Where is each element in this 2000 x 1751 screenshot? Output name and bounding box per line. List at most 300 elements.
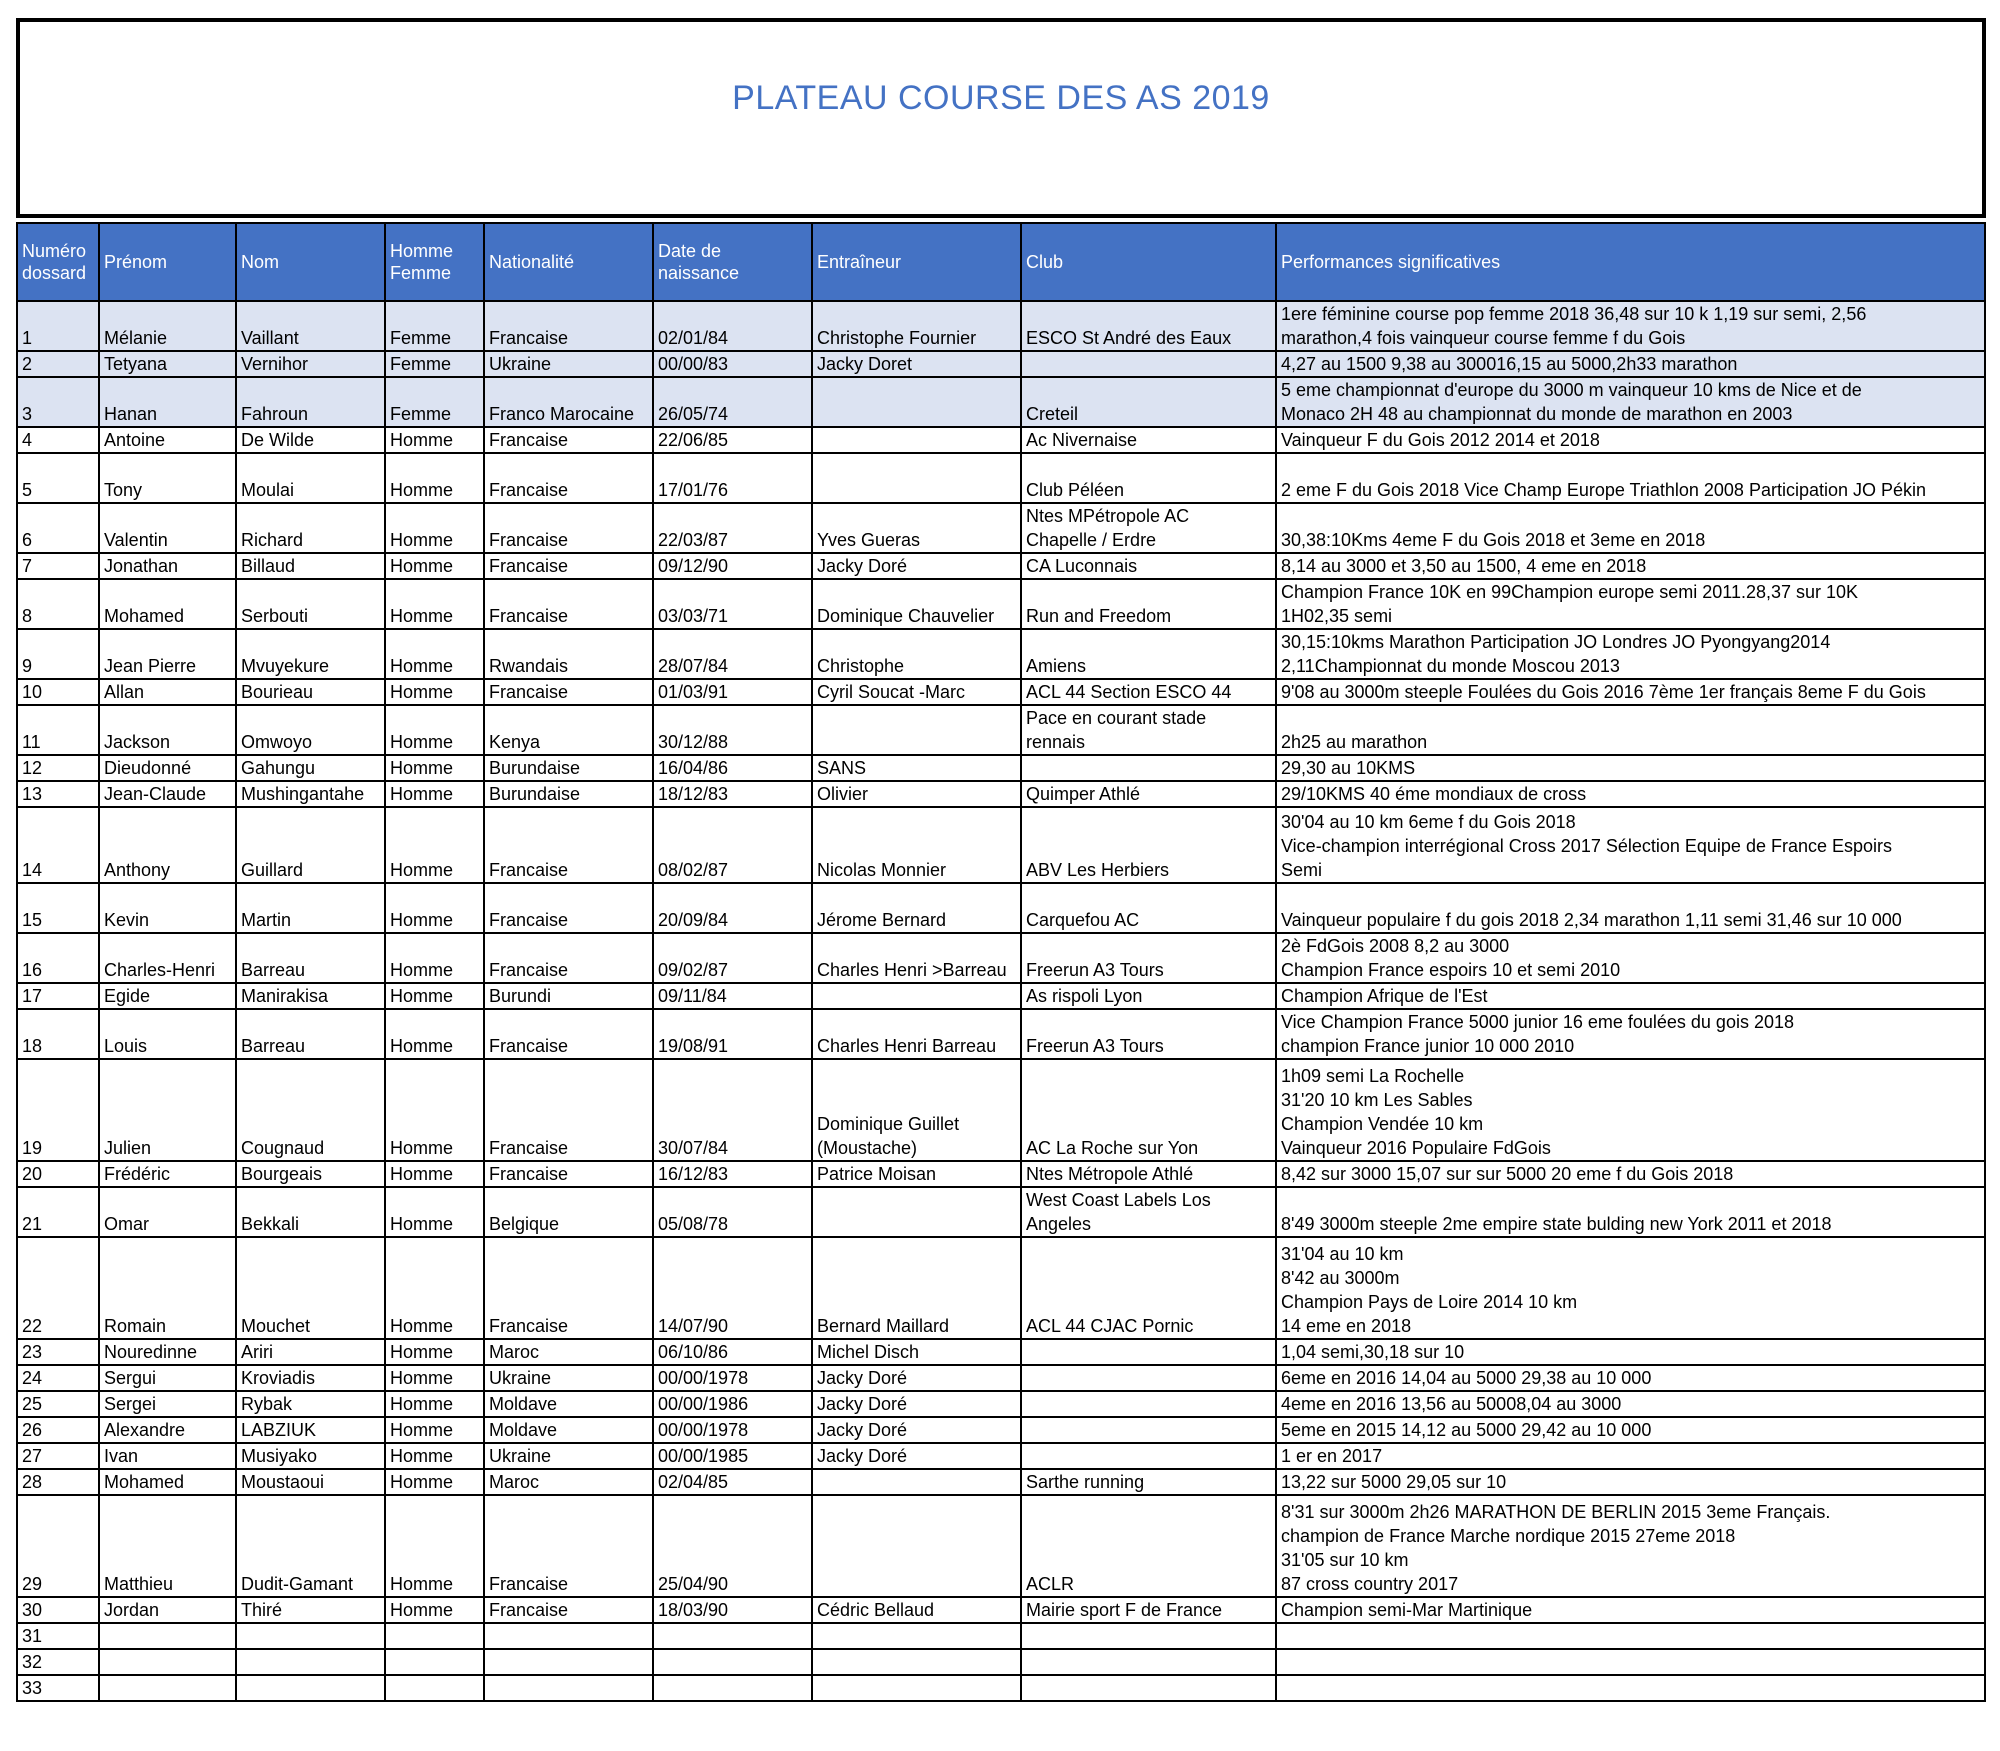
col-header-nom: Nom: [236, 223, 385, 301]
cell-prenom: Jackson: [99, 705, 236, 755]
cell-club: [1021, 1391, 1276, 1417]
table-row: [17, 1417, 1985, 1443]
cell-club: Sarthe running: [1021, 1469, 1276, 1495]
table-row: [17, 1391, 1985, 1417]
cell-performances: 30,15:10kms Marathon Participation JO Londres JO Pyongyang2014 2,11Championnat du monde Moscou 2013: [1276, 629, 1985, 679]
cell-club: [1021, 1623, 1276, 1649]
cell-prenom: Romain: [99, 1237, 236, 1339]
cell-club: [1021, 755, 1276, 781]
cell-performances: 2h25 au marathon: [1276, 705, 1985, 755]
cell-dossard: 5: [17, 453, 99, 503]
cell-performances: Vice Champion France 5000 junior 16 eme foulées du gois 2018 champion France junior 10 000 2010: [1276, 1009, 1985, 1059]
cell-sexe: Homme: [385, 1237, 484, 1339]
table-row: [17, 1161, 1985, 1187]
cell-entraineur: [812, 705, 1021, 755]
table-row: [17, 503, 1985, 553]
cell-club: Quimper Athlé: [1021, 781, 1276, 807]
cell-nationalite: Moldave: [484, 1391, 653, 1417]
col-header-sexe: Homme Femme: [385, 223, 484, 301]
cell-club: Ntes MPétropole AC Chapelle / Erdre: [1021, 503, 1276, 553]
cell-sexe: Homme: [385, 1597, 484, 1623]
cell-dossard: 31: [17, 1623, 99, 1649]
cell-dossard: 9: [17, 629, 99, 679]
cell-nom: Billaud: [236, 553, 385, 579]
cell-club: Carquefou AC: [1021, 883, 1276, 933]
cell-performances: 5 eme championnat d'europe du 3000 m vainqueur 10 kms de Nice et de Monaco 2H 48 au championnat du monde de marathon en 2003: [1276, 377, 1985, 427]
cell-naissance: 18/12/83: [653, 781, 812, 807]
cell-entraineur: Yves Gueras: [812, 503, 1021, 553]
cell-performances: [1276, 1649, 1985, 1675]
cell-prenom: Louis: [99, 1009, 236, 1059]
cell-entraineur: [812, 1649, 1021, 1675]
table-row: [17, 1649, 1985, 1675]
cell-prenom: Frédéric: [99, 1161, 236, 1187]
cell-dossard: 32: [17, 1649, 99, 1675]
cell-sexe: Femme: [385, 377, 484, 427]
table-row: [17, 679, 1985, 705]
cell-nationalite: Rwandais: [484, 629, 653, 679]
cell-performances: 8,42 sur 3000 15,07 sur sur 5000 20 eme f du Gois 2018: [1276, 1161, 1985, 1187]
cell-nationalite: Kenya: [484, 705, 653, 755]
cell-dossard: 28: [17, 1469, 99, 1495]
cell-nationalite: Burundaise: [484, 755, 653, 781]
cell-prenom: Antoine: [99, 427, 236, 453]
cell-nom: Vernihor: [236, 351, 385, 377]
cell-nationalite: Francaise: [484, 1161, 653, 1187]
cell-prenom: Charles-Henri: [99, 933, 236, 983]
table-row: [17, 553, 1985, 579]
cell-club: ACL 44 CJAC Pornic: [1021, 1237, 1276, 1339]
cell-dossard: 1: [17, 301, 99, 351]
cell-performances: 9'08 au 3000m steeple Foulées du Gois 2016 7ème 1er français 8eme F du Gois: [1276, 679, 1985, 705]
cell-dossard: 24: [17, 1365, 99, 1391]
cell-dossard: 15: [17, 883, 99, 933]
cell-entraineur: [812, 1623, 1021, 1649]
cell-prenom: Omar: [99, 1187, 236, 1237]
cell-performances: 8,14 au 3000 et 3,50 au 1500, 4 eme en 2018: [1276, 553, 1985, 579]
cell-dossard: 14: [17, 807, 99, 883]
cell-entraineur: Olivier: [812, 781, 1021, 807]
cell-prenom: Nouredinne: [99, 1339, 236, 1365]
table-row: [17, 579, 1985, 629]
cell-sexe: Homme: [385, 427, 484, 453]
cell-entraineur: [812, 1495, 1021, 1597]
cell-dossard: 7: [17, 553, 99, 579]
cell-performances: 8'31 sur 3000m 2h26 MARATHON DE BERLIN 2015 3eme Français. champion de France Marche nordique 2015 27eme 2018 31'05 sur 10 km 87 cross country 2017: [1276, 1495, 1985, 1597]
cell-club: Freerun A3 Tours: [1021, 933, 1276, 983]
cell-dossard: 19: [17, 1059, 99, 1161]
cell-naissance: 00/00/1978: [653, 1417, 812, 1443]
cell-performances: Vainqueur F du Gois 2012 2014 et 2018: [1276, 427, 1985, 453]
cell-club: As rispoli Lyon: [1021, 983, 1276, 1009]
cell-prenom: Jean-Claude: [99, 781, 236, 807]
cell-sexe: Homme: [385, 1161, 484, 1187]
cell-performances: 6eme en 2016 14,04 au 5000 29,38 au 10 000: [1276, 1365, 1985, 1391]
table-row: [17, 1009, 1985, 1059]
cell-naissance: 03/03/71: [653, 579, 812, 629]
cell-nationalite: Burundi: [484, 983, 653, 1009]
cell-nationalite: Francaise: [484, 807, 653, 883]
cell-entraineur: Jacky Doré: [812, 1443, 1021, 1469]
cell-sexe: Homme: [385, 553, 484, 579]
cell-nom: Rybak: [236, 1391, 385, 1417]
cell-prenom: Valentin: [99, 503, 236, 553]
cell-naissance: 00/00/1986: [653, 1391, 812, 1417]
cell-naissance: 30/07/84: [653, 1059, 812, 1161]
cell-prenom: Ivan: [99, 1443, 236, 1469]
cell-performances: 29,30 au 10KMS: [1276, 755, 1985, 781]
table-row: [17, 377, 1985, 427]
cell-nom: Bourieau: [236, 679, 385, 705]
cell-nom: Manirakisa: [236, 983, 385, 1009]
cell-dossard: 26: [17, 1417, 99, 1443]
cell-sexe: Homme: [385, 1391, 484, 1417]
cell-entraineur: Jacky Doré: [812, 1417, 1021, 1443]
cell-prenom: Alexandre: [99, 1417, 236, 1443]
cell-nom: Ariri: [236, 1339, 385, 1365]
cell-performances: 4,27 au 1500 9,38 au 300016,15 au 5000,2h33 marathon: [1276, 351, 1985, 377]
cell-club: Ac Nivernaise: [1021, 427, 1276, 453]
cell-dossard: 8: [17, 579, 99, 629]
cell-sexe: Homme: [385, 933, 484, 983]
table-row: [17, 1237, 1985, 1339]
cell-dossard: 16: [17, 933, 99, 983]
table-row: [17, 1469, 1985, 1495]
cell-club: ABV Les Herbiers: [1021, 807, 1276, 883]
cell-prenom: [99, 1649, 236, 1675]
cell-entraineur: [812, 377, 1021, 427]
table-row: [17, 883, 1985, 933]
cell-dossard: 3: [17, 377, 99, 427]
cell-nom: Dudit-Gamant: [236, 1495, 385, 1597]
cell-club: Creteil: [1021, 377, 1276, 427]
col-header-club: Club: [1021, 223, 1276, 301]
cell-sexe: Homme: [385, 629, 484, 679]
cell-club: CA Luconnais: [1021, 553, 1276, 579]
cell-sexe: Homme: [385, 679, 484, 705]
cell-prenom: Mohamed: [99, 579, 236, 629]
cell-nom: Bekkali: [236, 1187, 385, 1237]
cell-nationalite: Ukraine: [484, 351, 653, 377]
cell-club: [1021, 1417, 1276, 1443]
cell-dossard: 22: [17, 1237, 99, 1339]
cell-nationalite: Francaise: [484, 503, 653, 553]
col-header-dossard: Numéro dossard: [17, 223, 99, 301]
table-row: [17, 427, 1985, 453]
cell-sexe: Homme: [385, 1059, 484, 1161]
cell-naissance: 17/01/76: [653, 453, 812, 503]
cell-naissance: 02/04/85: [653, 1469, 812, 1495]
col-header-naissance: Date de naissance: [653, 223, 812, 301]
cell-prenom: Sergei: [99, 1391, 236, 1417]
cell-naissance: [653, 1649, 812, 1675]
cell-performances: 8'49 3000m steeple 2me empire state bulding new York 2011 et 2018: [1276, 1187, 1985, 1237]
cell-dossard: 25: [17, 1391, 99, 1417]
table-row: [17, 1495, 1985, 1597]
cell-performances: 1h09 semi La Rochelle 31'20 10 km Les Sables Champion Vendée 10 km Vainqueur 2016 Populaire FdGois: [1276, 1059, 1985, 1161]
cell-nationalite: [484, 1675, 653, 1701]
cell-sexe: Homme: [385, 1469, 484, 1495]
cell-club: ESCO St André des Eaux: [1021, 301, 1276, 351]
cell-performances: Champion semi-Mar Martinique: [1276, 1597, 1985, 1623]
cell-sexe: Femme: [385, 351, 484, 377]
cell-naissance: 09/02/87: [653, 933, 812, 983]
cell-entraineur: Christophe: [812, 629, 1021, 679]
cell-dossard: 17: [17, 983, 99, 1009]
cell-nationalite: Franco Marocaine: [484, 377, 653, 427]
cell-sexe: Homme: [385, 503, 484, 553]
cell-dossard: 23: [17, 1339, 99, 1365]
cell-naissance: 00/00/1978: [653, 1365, 812, 1391]
cell-nom: LABZIUK: [236, 1417, 385, 1443]
cell-naissance: 22/06/85: [653, 427, 812, 453]
table-row: [17, 705, 1985, 755]
table-row: [17, 781, 1985, 807]
table-row: [17, 1675, 1985, 1701]
cell-sexe: Homme: [385, 1009, 484, 1059]
cell-entraineur: [812, 983, 1021, 1009]
cell-nationalite: [484, 1649, 653, 1675]
table-row: [17, 1365, 1985, 1391]
cell-prenom: Jonathan: [99, 553, 236, 579]
table-row: [17, 1443, 1985, 1469]
cell-entraineur: Cyril Soucat -Marc: [812, 679, 1021, 705]
cell-dossard: 13: [17, 781, 99, 807]
cell-sexe: Homme: [385, 755, 484, 781]
cell-performances: Vainqueur populaire f du gois 2018 2,34 marathon 1,11 semi 31,46 sur 10 000: [1276, 883, 1985, 933]
cell-prenom: Mohamed: [99, 1469, 236, 1495]
cell-entraineur: Jacky Doré: [812, 1391, 1021, 1417]
table-row: [17, 301, 1985, 351]
cell-nom: Richard: [236, 503, 385, 553]
cell-dossard: 33: [17, 1675, 99, 1701]
cell-naissance: 20/09/84: [653, 883, 812, 933]
header-row: [17, 223, 1985, 301]
cell-entraineur: Christophe Fournier: [812, 301, 1021, 351]
cell-club: ACLR: [1021, 1495, 1276, 1597]
cell-performances: 2 eme F du Gois 2018 Vice Champ Europe Triathlon 2008 Participation JO Pékin: [1276, 453, 1985, 503]
cell-nationalite: [484, 1623, 653, 1649]
cell-naissance: 08/02/87: [653, 807, 812, 883]
cell-dossard: 21: [17, 1187, 99, 1237]
cell-nationalite: Francaise: [484, 579, 653, 629]
col-header-prenom: Prénom: [99, 223, 236, 301]
cell-performances: 2è FdGois 2008 8,2 au 3000 Champion France espoirs 10 et semi 2010: [1276, 933, 1985, 983]
cell-prenom: Sergui: [99, 1365, 236, 1391]
cell-dossard: 10: [17, 679, 99, 705]
cell-nom: Guillard: [236, 807, 385, 883]
cell-nationalite: Moldave: [484, 1417, 653, 1443]
cell-dossard: 6: [17, 503, 99, 553]
cell-performances: 1ere féminine course pop femme 2018 36,48 sur 10 k 1,19 sur semi, 2,56 marathon,4 fois vainqueur course femme f du Gois: [1276, 301, 1985, 351]
cell-nom: Omwoyo: [236, 705, 385, 755]
cell-naissance: 00/00/1985: [653, 1443, 812, 1469]
cell-sexe: Homme: [385, 1443, 484, 1469]
cell-naissance: 09/11/84: [653, 983, 812, 1009]
cell-dossard: 18: [17, 1009, 99, 1059]
cell-prenom: Jordan: [99, 1597, 236, 1623]
cell-dossard: 12: [17, 755, 99, 781]
cell-club: [1021, 351, 1276, 377]
cell-nom: Musiyako: [236, 1443, 385, 1469]
cell-entraineur: [812, 453, 1021, 503]
cell-entraineur: SANS: [812, 755, 1021, 781]
cell-performances: Champion France 10K en 99Champion europe semi 2011.28,37 sur 10K 1H02,35 semi: [1276, 579, 1985, 629]
cell-nationalite: Francaise: [484, 553, 653, 579]
cell-nationalite: Francaise: [484, 933, 653, 983]
cell-nationalite: Ukraine: [484, 1365, 653, 1391]
table-row: [17, 983, 1985, 1009]
cell-nom: [236, 1623, 385, 1649]
cell-dossard: 11: [17, 705, 99, 755]
cell-nom: Fahroun: [236, 377, 385, 427]
cell-prenom: Anthony: [99, 807, 236, 883]
cell-nom: Serbouti: [236, 579, 385, 629]
cell-entraineur: [812, 1187, 1021, 1237]
cell-entraineur: Charles Henri >Barreau: [812, 933, 1021, 983]
cell-entraineur: Jacky Doré: [812, 1365, 1021, 1391]
cell-entraineur: Cédric Bellaud: [812, 1597, 1021, 1623]
cell-nationalite: Maroc: [484, 1339, 653, 1365]
cell-nationalite: Belgique: [484, 1187, 653, 1237]
cell-club: AC La Roche sur Yon: [1021, 1059, 1276, 1161]
cell-naissance: 19/08/91: [653, 1009, 812, 1059]
cell-club: Amiens: [1021, 629, 1276, 679]
col-header-nationalite: Nationalité: [484, 223, 653, 301]
cell-performances: 30,38:10Kms 4eme F du Gois 2018 et 3eme en 2018: [1276, 503, 1985, 553]
cell-naissance: 18/03/90: [653, 1597, 812, 1623]
cell-entraineur: Bernard Maillard: [812, 1237, 1021, 1339]
cell-naissance: 14/07/90: [653, 1237, 812, 1339]
cell-prenom: Mélanie: [99, 301, 236, 351]
cell-prenom: Julien: [99, 1059, 236, 1161]
cell-club: Freerun A3 Tours: [1021, 1009, 1276, 1059]
cell-club: ACL 44 Section ESCO 44: [1021, 679, 1276, 705]
table-row: [17, 453, 1985, 503]
cell-performances: 29/10KMS 40 éme mondiaux de cross: [1276, 781, 1985, 807]
cell-club: [1021, 1675, 1276, 1701]
cell-nom: De Wilde: [236, 427, 385, 453]
cell-nationalite: Francaise: [484, 1237, 653, 1339]
cell-naissance: 09/12/90: [653, 553, 812, 579]
cell-prenom: [99, 1675, 236, 1701]
cell-nom: Martin: [236, 883, 385, 933]
cell-entraineur: Michel Disch: [812, 1339, 1021, 1365]
cell-prenom: [99, 1623, 236, 1649]
cell-nationalite: Francaise: [484, 1059, 653, 1161]
cell-nom: Moulai: [236, 453, 385, 503]
cell-performances: [1276, 1623, 1985, 1649]
cell-dossard: 27: [17, 1443, 99, 1469]
cell-entraineur: Dominique Chauvelier: [812, 579, 1021, 629]
cell-naissance: [653, 1623, 812, 1649]
cell-nom: Moustaoui: [236, 1469, 385, 1495]
cell-entraineur: [812, 427, 1021, 453]
cell-sexe: Homme: [385, 807, 484, 883]
cell-sexe: Homme: [385, 781, 484, 807]
cell-sexe: Homme: [385, 1495, 484, 1597]
cell-dossard: 2: [17, 351, 99, 377]
cell-naissance: 30/12/88: [653, 705, 812, 755]
cell-nationalite: Francaise: [484, 679, 653, 705]
cell-club: [1021, 1339, 1276, 1365]
cell-sexe: [385, 1649, 484, 1675]
table-row: [17, 807, 1985, 883]
cell-entraineur: Charles Henri Barreau: [812, 1009, 1021, 1059]
cell-entraineur: Jacky Doré: [812, 553, 1021, 579]
cell-entraineur: Jérome Bernard: [812, 883, 1021, 933]
cell-performances: 1,04 semi,30,18 sur 10: [1276, 1339, 1985, 1365]
cell-nom: Vaillant: [236, 301, 385, 351]
col-header-performances: Performances significatives: [1276, 223, 1985, 301]
table-row: [17, 1597, 1985, 1623]
table-row: [17, 1339, 1985, 1365]
cell-prenom: Tony: [99, 453, 236, 503]
cell-club: Ntes Métropole Athlé: [1021, 1161, 1276, 1187]
cell-naissance: 06/10/86: [653, 1339, 812, 1365]
table-row: [17, 933, 1985, 983]
cell-nom: Gahungu: [236, 755, 385, 781]
cell-entraineur: Patrice Moisan: [812, 1161, 1021, 1187]
cell-prenom: Egide: [99, 983, 236, 1009]
cell-naissance: 16/04/86: [653, 755, 812, 781]
cell-dossard: 4: [17, 427, 99, 453]
table-header: [17, 223, 1985, 301]
cell-naissance: 16/12/83: [653, 1161, 812, 1187]
cell-prenom: Tetyana: [99, 351, 236, 377]
title-box: [16, 18, 1986, 218]
cell-performances: 30'04 au 10 km 6eme f du Gois 2018 Vice-champion interrégional Cross 2017 Sélection Equipe de France Espoirs Semi: [1276, 807, 1985, 883]
cell-nom: Thiré: [236, 1597, 385, 1623]
cell-prenom: Kevin: [99, 883, 236, 933]
cell-sexe: Homme: [385, 1187, 484, 1237]
cell-nom: Mvuyekure: [236, 629, 385, 679]
cell-dossard: 20: [17, 1161, 99, 1187]
cell-nationalite: Francaise: [484, 453, 653, 503]
cell-sexe: [385, 1675, 484, 1701]
table-body: [17, 301, 1985, 1701]
cell-naissance: 00/00/83: [653, 351, 812, 377]
cell-sexe: [385, 1623, 484, 1649]
cell-sexe: Homme: [385, 453, 484, 503]
table-row: [17, 629, 1985, 679]
cell-entraineur: [812, 1469, 1021, 1495]
cell-nom: [236, 1675, 385, 1701]
cell-prenom: Allan: [99, 679, 236, 705]
cell-club: Pace en courant stade rennais: [1021, 705, 1276, 755]
cell-prenom: Hanan: [99, 377, 236, 427]
cell-sexe: Homme: [385, 1417, 484, 1443]
table-row: [17, 1059, 1985, 1161]
cell-club: Run and Freedom: [1021, 579, 1276, 629]
cell-nationalite: Francaise: [484, 1495, 653, 1597]
cell-naissance: 02/01/84: [653, 301, 812, 351]
cell-entraineur: [812, 1675, 1021, 1701]
table-row: [17, 351, 1985, 377]
col-header-entraineur: Entraîneur: [812, 223, 1021, 301]
cell-prenom: Dieudonné: [99, 755, 236, 781]
cell-nom: Mushingantahe: [236, 781, 385, 807]
cell-entraineur: Dominique Guillet (Moustache): [812, 1059, 1021, 1161]
cell-club: [1021, 1443, 1276, 1469]
table-row: [17, 1187, 1985, 1237]
cell-sexe: Homme: [385, 983, 484, 1009]
cell-prenom: Jean Pierre: [99, 629, 236, 679]
cell-nationalite: Francaise: [484, 883, 653, 933]
cell-sexe: Femme: [385, 301, 484, 351]
roster-table: [16, 222, 1986, 1702]
table-row: [17, 1623, 1985, 1649]
